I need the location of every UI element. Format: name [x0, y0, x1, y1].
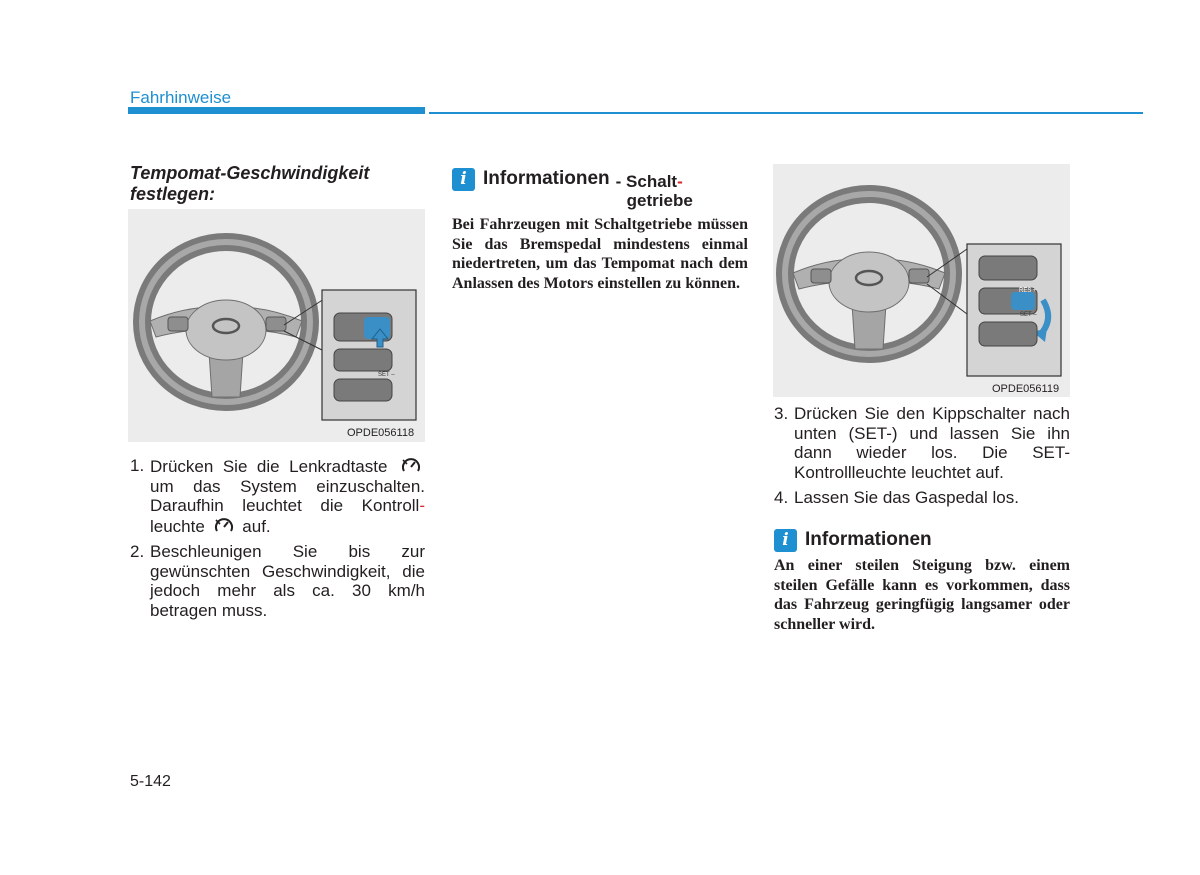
step-1-text-b: um das System einzuschalten. Daraufhin leuchtet die Kontroll	[150, 476, 425, 515]
right-steps	[774, 404, 1070, 514]
info-title: Informationen	[483, 168, 610, 189]
left-steps	[130, 456, 425, 626]
info-subtitle	[616, 172, 693, 210]
step-1	[130, 456, 425, 536]
info-subtitle-b: getriebe	[626, 191, 693, 210]
left-heading: Tempomat-Geschwindigkeit festlegen:	[130, 163, 370, 204]
step-3-text: Drücken Sie den Kippschalter nach unten (SET-) und lassen Sie ihn dann wieder los. Die SET-Kontrollleuchte leuchtet auf.	[794, 404, 1070, 482]
info-icon: i	[452, 168, 475, 191]
info-body: An einer steilen Steigung bzw. einem steilen Gefälle kann es vorkommen, dass das Fahrzeug geringfügig langsamer oder schneller wird.	[774, 557, 1070, 633]
info-body: Bei Fahrzeugen mit Schaltgetriebe müssen Sie das Bremspedal mindestens einmal niedertreten, um das Tempomat nach dem Anlassen des Motors einstellen zu können.	[452, 216, 748, 292]
cruise-indicator-icon	[214, 516, 234, 536]
info-header	[452, 168, 748, 210]
info-icon: i	[774, 529, 797, 552]
steering-wheel-illustration	[128, 209, 425, 442]
step-1-text-c: leuchte	[150, 516, 205, 536]
step-number: 1.	[130, 456, 145, 475]
set-minus-label-2: SET –	[1020, 312, 1037, 318]
info-box-gearbox	[452, 168, 748, 293]
step-number: 2.	[130, 542, 145, 561]
set-minus-label-1: SET –	[378, 372, 395, 378]
res-plus-label: RES +	[1019, 288, 1037, 294]
steering-wheel-illustration	[773, 164, 1070, 397]
header-bar-thick	[128, 107, 425, 114]
section-title: Fahrhinweise	[130, 88, 232, 107]
info-box-slope	[774, 529, 1070, 634]
info-header	[774, 529, 1070, 552]
step-number: 3.	[774, 404, 789, 423]
step-1-text-a: Drücken Sie die Lenkradtaste	[150, 457, 388, 476]
figure-code-2: OPDE056119	[992, 383, 1060, 395]
hyphen-mark: -	[677, 172, 683, 191]
info-title: Informationen	[805, 529, 932, 550]
steering-wheel-figure-1	[128, 209, 425, 442]
steering-wheel-figure-2	[773, 164, 1070, 397]
step-4	[774, 488, 1070, 508]
header-bar-thin	[429, 112, 1143, 114]
cruise-control-icon	[401, 456, 421, 476]
step-number: 4.	[774, 488, 789, 507]
step-2	[130, 542, 425, 620]
step-3	[774, 404, 1070, 482]
step-4-text: Lassen Sie das Gaspedal los.	[794, 488, 1019, 507]
info-subtitle-a: - Schalt	[615, 172, 678, 191]
page-number: 5-142	[130, 773, 171, 790]
hyphen-mark: -	[419, 496, 425, 515]
step-2-text: Beschleunigen Sie bis zur gewünschten Geschwindigkeit, die jedoch mehr als ca. 30 km/h betragen muss.	[150, 542, 425, 620]
figure-code-1: OPDE056118	[347, 427, 415, 439]
step-1-text-d: auf.	[242, 516, 271, 536]
